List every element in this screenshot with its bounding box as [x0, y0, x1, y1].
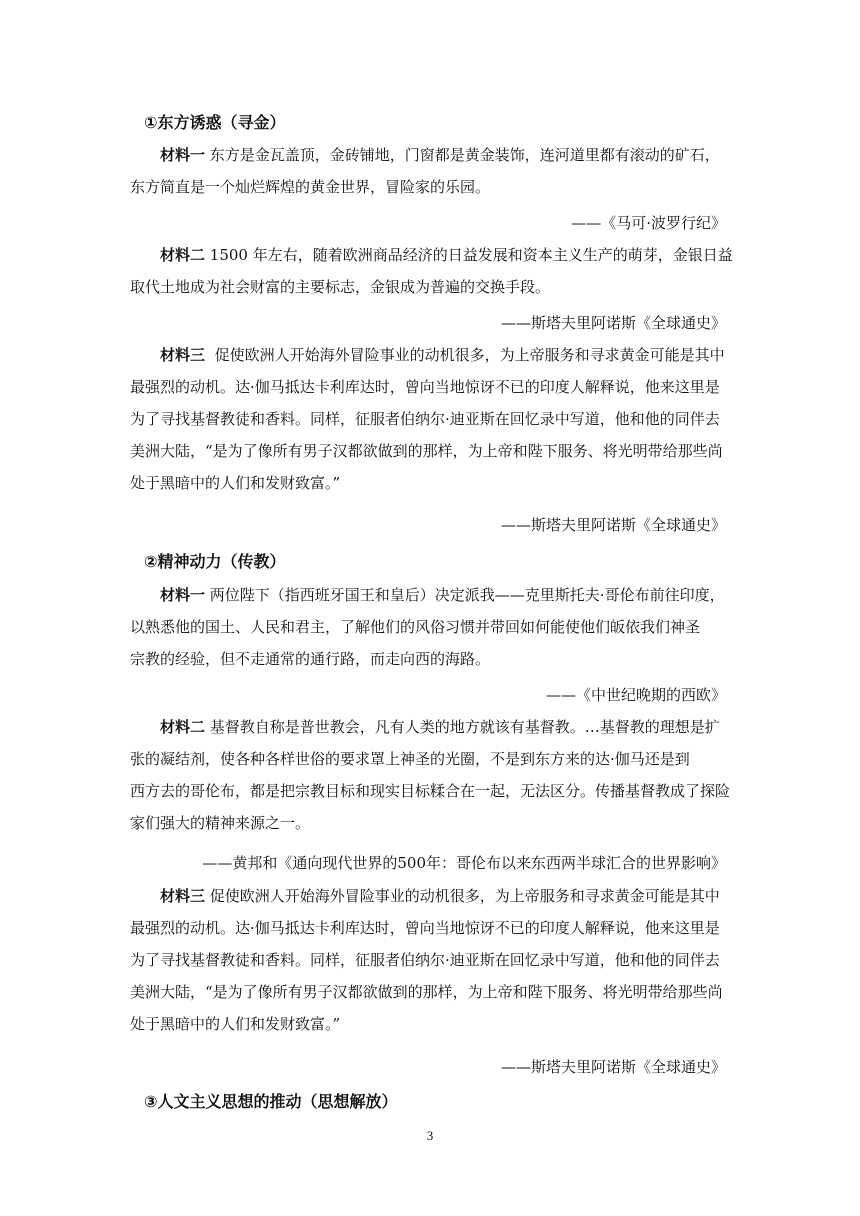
material-label: 材料一: [160, 586, 206, 604]
material-text: 东方是金瓦盖顶，金砖铺地，门窗都是黄金装饰，连河道里都有滚动的矿石，: [209, 146, 720, 164]
material-label: 材料二: [160, 718, 206, 736]
material-label: 材料三: [160, 346, 206, 364]
material-label: 材料二: [160, 246, 206, 264]
material-paragraph: [130, 239, 733, 303]
material-text: 张的凝结剂，使各种各样世俗的要求罩上神圣的光圈，不是到东方来的达·伽马还是到: [130, 750, 690, 768]
material-label: 材料三: [160, 887, 206, 905]
material-text: 取代土地成为社会财富的主要标志，金银成为普遍的交换手段。: [130, 278, 551, 296]
material-text: 最强烈的动机。达·伽马抵达卡利库达时，曾向当地惊讶不已的印度人解释说，他来这里是: [130, 919, 720, 937]
material-text: 为了寻找基督教徒和香料。同样，征服者伯纳尔·迪亚斯在回忆录中写道，他和他的同伴去: [130, 410, 720, 428]
material-text: 两位陛下（指西班牙国王和皇后）决定派我——克里斯托夫·哥伦布前往印度，: [209, 586, 725, 604]
material-text: 美洲大陆，“是为了像所有男子汉都欲做到的那样，为上帝和陛下服务、将光明带给那些尚: [130, 442, 723, 460]
material-text: 处于黑暗中的人们和发财致富。”: [130, 474, 341, 492]
material-paragraph: [130, 711, 730, 839]
material-label: 材料一: [160, 146, 206, 164]
material-paragraph: [130, 579, 730, 675]
material-source: ——《中世纪晚期的西欧》: [545, 686, 726, 704]
material-source: ——斯塔夫里阿诺斯《全球通史》: [500, 1058, 726, 1076]
page-number: 3: [426, 1128, 434, 1143]
material-text: 西方去的哥伦布，都是把宗教目标和现实目标糅合在一起，无法区分。传播基督教成了探险: [130, 782, 731, 800]
material-text: 宗教的经验，但不走通常的通行路，而走向西的海路。: [130, 650, 491, 668]
section-title: ②精神动力（传教）: [144, 552, 286, 571]
material-text: 美洲大陆，“是为了像所有男子汉都欲做到的那样，为上帝和陛下服务、将光明带给那些尚: [130, 983, 723, 1001]
section-title: ①东方诱惑（寻金）: [144, 113, 286, 132]
material-source: ——《马可·波罗行纪》: [571, 214, 726, 232]
material-source: ——斯塔夫里阿诺斯《全球通史》: [500, 314, 726, 332]
material-text: 以熟悉他的国土、人民和君主，了解他们的风俗习惯并带回如何能使他们皈依我们神圣: [130, 618, 701, 636]
material-paragraph: [130, 880, 730, 1040]
material-source: ——黄邦和《通向现代世界的500年：哥伦布以来东西两半球汇合的世界影响》: [202, 854, 726, 872]
material-text: 东方简直是一个灿烂辉煌的黄金世界，冒险家的乐园。: [130, 178, 491, 196]
material-paragraph: [130, 339, 730, 499]
material-text: 基督教自称是普世教会，凡有人类的地方就该有基督教。…基督教的理想是扩: [209, 718, 720, 736]
material-text: 家们强大的精神来源之一。: [130, 814, 311, 832]
material-text: 1500 年左右，随着欧洲商品经济的日益发展和资本主义生产的萌芽，金银日益: [209, 246, 733, 264]
material-text: 最强烈的动机。达·伽马抵达卡利库达时，曾向当地惊讶不已的印度人解释说，他来这里是: [130, 378, 720, 396]
material-paragraph: [130, 139, 730, 203]
material-source: ——斯塔夫里阿诺斯《全球通史》: [500, 516, 726, 534]
material-text: 促使欧洲人开始海外冒险事业的动机很多，为上帝服务和寻求黄金可能是其中: [209, 887, 720, 905]
material-text: 为了寻找基督教徒和香料。同样，征服者伯纳尔·迪亚斯在回忆录中写道，他和他的同伴去: [130, 951, 720, 969]
section-title: ③人文主义思想的推动（思想解放）: [144, 1092, 398, 1111]
material-text: 促使欧洲人开始海外冒险事业的动机很多，为上帝服务和寻求黄金可能是其中: [214, 346, 725, 364]
material-text: 处于黑暗中的人们和发财致富。”: [130, 1015, 341, 1033]
